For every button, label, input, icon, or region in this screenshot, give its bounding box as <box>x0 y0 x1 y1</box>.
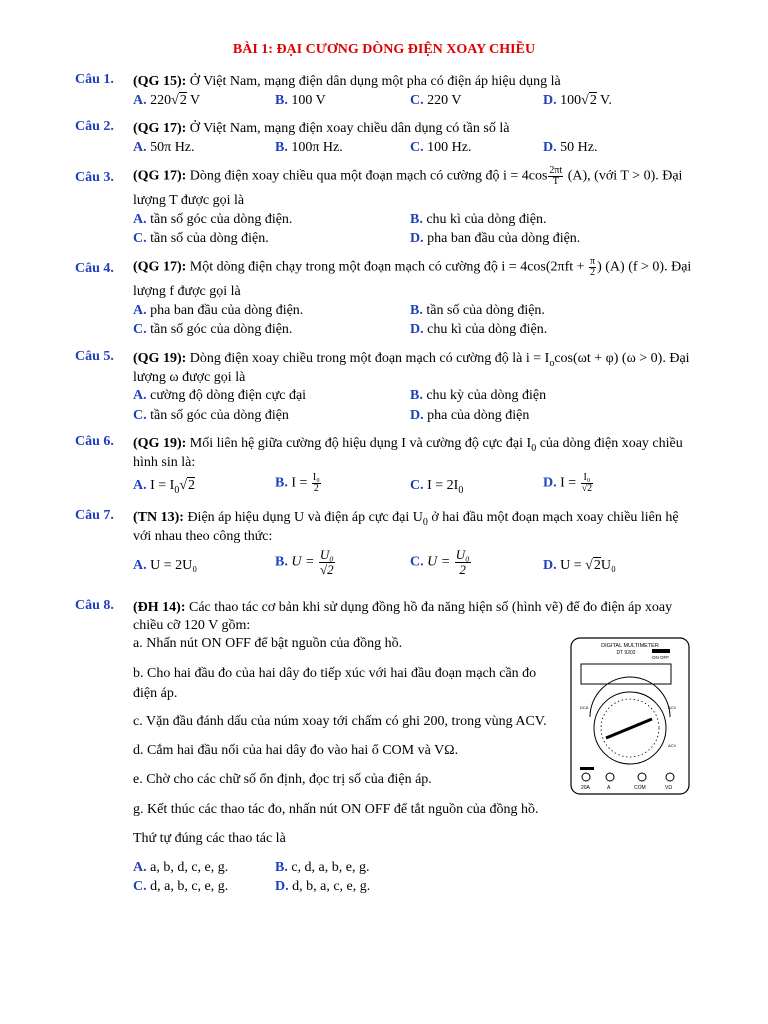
option-b: B. chu kì của dòng điện. <box>410 212 547 227</box>
option-a: A. pha ban đầu của dòng điện. <box>133 303 304 318</box>
option-b: B. U = $\frac{\text{U₀}}{√2}$ <box>275 547 334 577</box>
question-stem: (QG 19): Dòng điện xoay chiều trong một đoạn mạch có cường độ là $i = I_o\cos(\omega t + \varphi) (\omega > 0)$. Đại <box>133 351 690 369</box>
option-d: D. chu kì của dòng điện. <box>410 322 548 337</box>
option-c: C. U = $\frac{\text{U₀}}{2}$ <box>410 547 470 577</box>
step-g: g. Kết thúc các thao tác đo, nhấn nút ON OFF để tắt nguồn của đồng hồ. <box>133 802 539 817</box>
question-stem: (ĐH 14): Các thao tác cơ bản khi sử dụng đồng hồ đa năng hiện số (hình vẽ) để đo điện áp xoay <box>133 600 673 615</box>
acv-label: ACV <box>668 705 677 710</box>
option-b: B. 100 V <box>275 93 326 108</box>
option-a: A. 220√2 V <box>133 93 201 108</box>
dca-label: DCA <box>580 705 589 710</box>
option-b: B. chu kỳ của dòng điện <box>410 388 547 403</box>
option-c: C. tần số góc của dòng điện <box>133 408 289 423</box>
on-off-label: ON OFF <box>652 655 669 660</box>
jack-a-label: A <box>607 785 611 791</box>
jack-vo-label: VΩ <box>665 785 673 791</box>
option-a: A. cường độ dòng điện cực đại <box>133 388 307 403</box>
step-e: e. Chờ cho các chữ số ổn định, đọc trị số của điện áp. <box>133 772 432 787</box>
step-a: a. Nhấn nút ON OFF để bật nguồn của đồng hồ. <box>133 636 403 651</box>
question-number: Câu 5. <box>75 349 114 364</box>
option-c: C. 100 Hz. <box>410 140 472 155</box>
question-number: Câu 8. <box>75 598 114 613</box>
question-stem: (QG 17): Một dòng điện chạy trong một đoạn mạch có cường độ i = 4cos(2πft + $\frac{\pi}{2}$ ) (A) (f > 0). Đại <box>133 256 692 278</box>
question-stem: (QG 17): Ở Việt Nam, mạng điện xoay chiều dân dụng có tần số là <box>133 121 510 136</box>
option-d: D. pha ban đầu của dòng điện. <box>410 231 581 246</box>
option-d: D. U = √2U₀ <box>543 558 616 573</box>
question-number: Câu 2. <box>75 119 114 134</box>
option-a: A. U = 2U₀ <box>133 558 198 573</box>
option-b: B. I = $\frac{\text{I₀}}{2}$ <box>275 472 320 494</box>
option-d: D. pha của dòng điện <box>410 408 530 423</box>
jack-com-label: COM <box>634 785 646 791</box>
question-stem: (TN 13): Điện áp hiệu dụng U và điện áp cực đại $U_0$ ở hai đầu một đoạn mạch xoay chiều liên hệ <box>133 510 679 528</box>
multimeter-image <box>570 637 690 795</box>
question-stem: (QG 17): Dòng điện xoay chiều qua một đoạn mạch có cường độ i = 4cos $\frac{2\pi t}{T}$ (A), (với T > 0). Đại <box>133 165 683 187</box>
question-number: Câu 4. <box>75 261 114 276</box>
fraction: $\frac{2\pi t}{T}$ <box>549 165 563 187</box>
option-a: A. $I = I_0√2$ <box>133 478 196 496</box>
question-stem <box>133 72 694 91</box>
question-number: Câu 6. <box>75 434 114 449</box>
step-b-line1: b. Cho hai đầu đo của hai dây đo tiếp xúc với hai đầu đoạn mạch cần đo <box>133 666 537 681</box>
question-number: Câu 3. <box>75 170 114 185</box>
page-title: BÀI 1: ĐẠI CƯƠNG DÒNG ĐIỆN XOAY CHIỀU <box>232 42 536 57</box>
question-text: Ở Việt Nam, mạng điện dân dụng một pha có điện áp hiệu dụng là <box>186 74 561 89</box>
option-b: B. tần số của dòng điện. <box>410 303 545 318</box>
multimeter-title: DIGITAL MULTIMETER <box>601 643 659 649</box>
option-d: D. I = $\frac{\text{I₀}}{√2}$ <box>543 472 593 494</box>
option-b: B. c, d, a, b, e, g. <box>275 860 370 875</box>
option-d: D. d, b, a, c, e, g. <box>275 879 371 894</box>
multimeter-display <box>581 664 671 684</box>
range-bar <box>580 767 594 770</box>
question-stem: (QG 19): Mối liên hệ giữa cường độ hiệu dụng I và cường độ cực đại $I_0$ của dòng điện xoay chiều <box>133 436 683 454</box>
option-c: C. tần số của dòng điện. <box>133 231 269 246</box>
on-off-button <box>652 649 670 653</box>
option-c: C. d, a, b, c, e, g. <box>133 879 229 894</box>
question-source: (QG 15): <box>133 74 187 89</box>
option-a: A. tần số góc của dòng điện. <box>133 212 293 227</box>
step-d: d. Cắm hai đầu nối của hai dây đo vào hai ổ COM và VΩ. <box>133 743 459 758</box>
option-a: A. a, b, d, c, e, g. <box>133 860 229 875</box>
jack-20a-label: 20A <box>581 785 590 791</box>
question-ask: Thứ tự đúng các thao tác là <box>133 831 286 846</box>
option-d: D. 50 Hz. <box>543 140 598 155</box>
option-a: A. 50π Hz. <box>133 140 195 155</box>
option-c: C. tần số góc của dòng điện. <box>133 322 293 337</box>
option-d: D. 100√2 V. <box>543 93 612 108</box>
question-number: Câu 1. <box>75 72 114 87</box>
multimeter-model: DT 9202 <box>616 650 636 656</box>
fraction: $\frac{\pi}{2}$ <box>590 256 596 278</box>
step-c: c. Vặn đầu đánh dấu của núm xoay tới chấm có ghi 200, trong vùng ACV. <box>133 714 547 729</box>
option-c: C. 220 V <box>410 93 462 108</box>
acv-low-label: ACV <box>668 743 677 748</box>
question-number: Câu 7. <box>75 508 114 523</box>
option-c: C. $I = 2I_0$ <box>410 478 464 496</box>
step-b-line2: điện áp. <box>133 686 178 701</box>
option-b: B. 100π Hz. <box>275 140 343 155</box>
